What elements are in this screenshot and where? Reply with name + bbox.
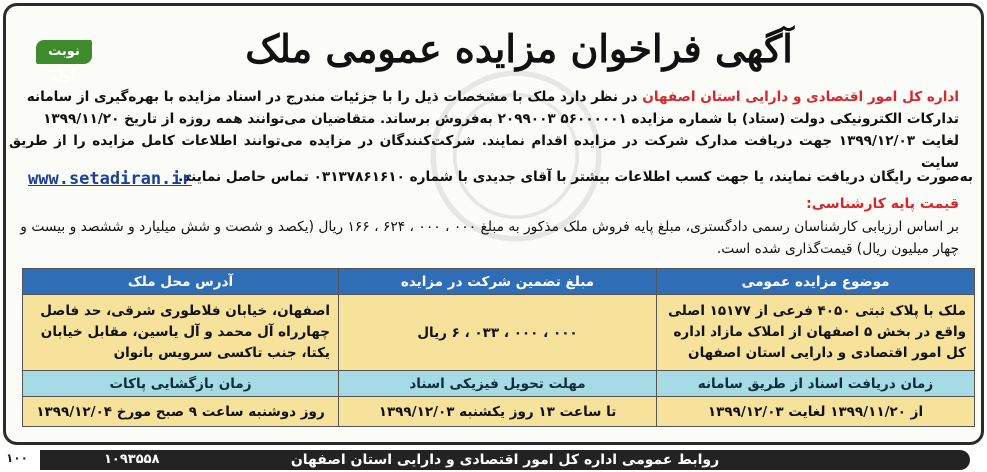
- address-cell: اصفهان، خیابان فلاطوری شرقی، حد فاصل چهارراه آل محمد و آل یاسین، مقابل خیابان یکتا، جنب تاکسی سرویس بانوان: [23, 295, 339, 371]
- opening-time-cell: روز دوشنبه ساعت ۹ صبح مورخ ۱۳۹۹/۱۲/۰۴: [23, 397, 339, 427]
- ad-code: ۱۰۹۳۵۵۸: [104, 452, 160, 467]
- organization-name: اداره کل امور اقتصادی و دارایی استان اصفهان: [642, 89, 959, 105]
- header-deposit: مبلغ تضمین شرکت در مزایده: [339, 269, 657, 295]
- site-line: [28, 169, 973, 193]
- price-text: بر اساس ارزیابی کارشناسان رسمی دادگستری، مبلغ پایه فروش ملک مذکور به مبلغ ۰۰۰ ، ۰۰۰ ، ۶۲۴ ، ۱۶۶ ریال (یکصد و شصت و شش میلیارد و ششصد و بیست و چهار میلیون ریال) قیمت‌گذاری شده است.: [20, 219, 959, 257]
- receive-time-cell: از ۱۳۹۹/۱۱/۲۰ لغایت ۱۳۹۹/۱۲/۰۳: [657, 397, 975, 427]
- intro-line-1: در نظر دارد ملک با مشخصات ذیل را با جزئیات مندرج در اسناد مزایده با بهره‌گیری از سامانه: [26, 89, 643, 105]
- website-link[interactable]: www.setadiran.ir: [28, 169, 192, 189]
- contact-text: به‌صورت رایگان دریافت نمایند، یا جهت کسب اطلاعات بیشتر با آقای جدیدی با شماره ۰۳۱۳۷۸۶۱۶۱۰ تماس حاصل نمایند.: [178, 169, 973, 185]
- table-row: [23, 397, 975, 427]
- header-receive-time: زمان دریافت اسناد از طریق سامانه: [657, 371, 975, 397]
- delivery-deadline-cell: تا ساعت ۱۳ روز یکشنبه ۱۳۹۹/۱۲/۰۳: [339, 397, 657, 427]
- subject-cell: ملک با پلاک ثبتی ۴۰۵۰ فرعی از ۱۵۱۷۷ اصلی واقع در بخش ۵ اصفهان از املاک مازاد اداره کل امور اقتصادی و دارایی استان اصفهان: [657, 295, 975, 371]
- header-address: آدرس محل ملک: [23, 269, 339, 295]
- intro-paragraph: [9, 86, 959, 174]
- footer-text: روابط عمومی اداره کل امور اقتصادی و دارایی استان اصفهان: [290, 452, 720, 468]
- table-row: [23, 295, 975, 371]
- notice-title: آگهی فراخوان مزایده عمومی ملک: [245, 26, 793, 71]
- table-header-row: [23, 269, 975, 295]
- round-badge: نوبت اول: [36, 40, 92, 64]
- header-subject: موضوع مزایده عمومی: [657, 269, 975, 295]
- intro-line-2: تدارکات الکترونیکی دولت (ستاد) با شماره مزایده ۵۶۰۰۰۰۰۱ ۲۰۹۹۰۰۳ به‌فروش برساند. متقاضیان می‌توانند همه روزه از تاریخ ۱۳۹۹/۱۱/۲۰: [43, 111, 959, 127]
- page-number: ۱۰۰: [6, 451, 28, 465]
- auction-details-table: [22, 268, 975, 427]
- price-heading: قیمت پایه کارشناسی:: [806, 196, 959, 212]
- header-delivery-deadline: مهلت تحویل فیزیکی اسناد: [339, 371, 657, 397]
- intro-line-3: لغایت ۱۳۹۹/۱۲/۰۳ جهت دریافت مدارک شرکت در مزایده اقدام نمایند. شرکت‌کنندگان در مزایده می‌توانند اطلاعات کامل مزایده را از طریق سایت: [9, 133, 959, 171]
- notice-frame: [3, 3, 984, 445]
- footer-bar: [40, 450, 970, 470]
- deposit-cell: ۰۰۰ ، ۰۰۰ ، ۰۳۳ ، ۶ ریال: [339, 295, 657, 371]
- footer: [0, 446, 987, 472]
- table-header-row-2: [23, 371, 975, 397]
- header-opening-time: زمان بازگشایی پاکات: [23, 371, 339, 397]
